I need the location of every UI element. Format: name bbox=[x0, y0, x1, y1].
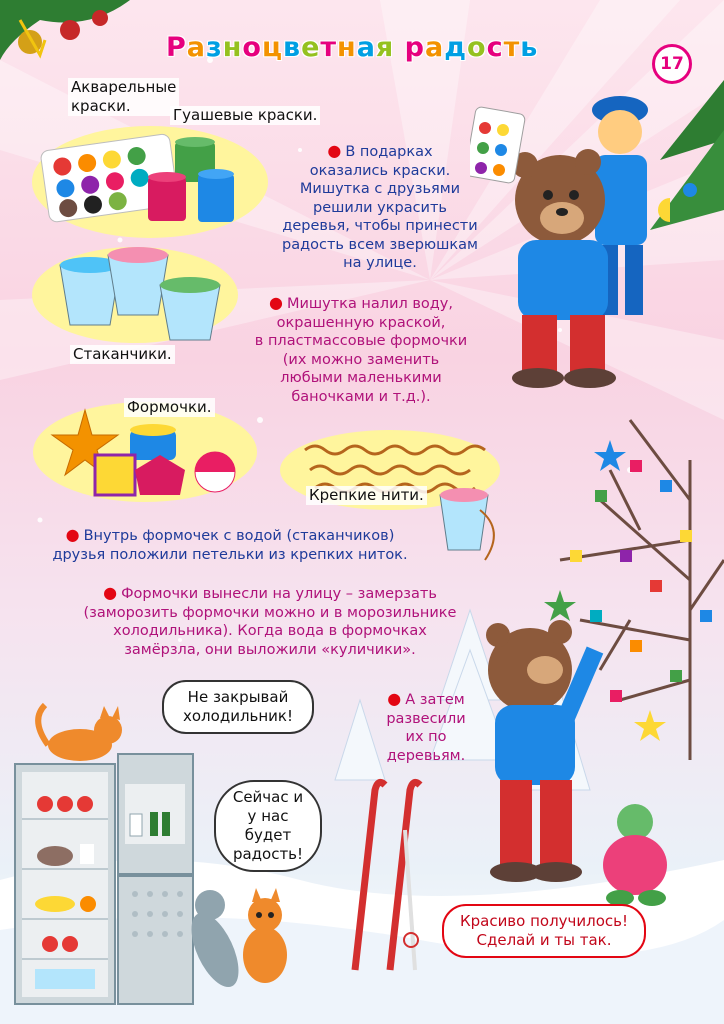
paragraph-line: любыми маленькими bbox=[280, 370, 442, 386]
label-watercolor-line: Акварельные bbox=[71, 78, 177, 96]
title-letter: а bbox=[186, 32, 207, 63]
turtle-illustration bbox=[590, 800, 680, 910]
title-letter: е bbox=[301, 32, 321, 63]
paragraph-line: в пластмассовые формочки bbox=[254, 333, 468, 349]
bullet-icon: ● bbox=[387, 689, 402, 708]
bullet-icon: ● bbox=[268, 293, 283, 312]
paragraph-line: Внутрь формочек с водой (стаканчиков) bbox=[83, 528, 395, 544]
paragraph-freeze bbox=[60, 584, 480, 659]
paragraph-pour-water bbox=[226, 294, 496, 406]
bullet-icon: ● bbox=[103, 583, 118, 602]
speech-bubble-joy bbox=[214, 780, 322, 872]
bubble-line: у нас будет bbox=[244, 807, 292, 844]
title-letter: н bbox=[337, 32, 357, 63]
paragraph-line: замёрзла, они выложили «куличики». bbox=[124, 641, 416, 658]
bullet-icon: ● bbox=[65, 525, 80, 544]
title-letter: в bbox=[282, 32, 302, 63]
paragraph-line: оказались краски. bbox=[309, 162, 451, 179]
paragraph-line: (заморозить формочки можно и в морозильнике bbox=[83, 604, 457, 621]
paragraph-line: Формочки вынесли на улицу – замерзать bbox=[121, 586, 437, 602]
bullet-icon: ● bbox=[327, 141, 342, 160]
paragraph-line: на улице. bbox=[343, 255, 417, 271]
title-letter: д bbox=[444, 32, 468, 63]
label-cups: Стаканчики. bbox=[70, 345, 175, 364]
page-number: 17 bbox=[652, 44, 692, 84]
speech-bubble-nice bbox=[442, 904, 646, 958]
title-letter: я bbox=[375, 32, 395, 63]
paragraph-line: деревьям. bbox=[386, 747, 466, 764]
paragraph-line: друзья положили петельки из крепких ниток. bbox=[52, 546, 408, 563]
title-letter: н bbox=[222, 32, 243, 63]
bubble-line: Не закрывай bbox=[187, 688, 289, 706]
title-letter bbox=[394, 32, 404, 63]
bubble-line: радость! bbox=[232, 845, 304, 863]
cats-illustration bbox=[170, 870, 300, 1010]
title-letter: ь bbox=[520, 32, 539, 63]
skis-illustration bbox=[345, 770, 435, 980]
christmas-ornaments-icon bbox=[0, 0, 130, 80]
paragraph-line: развесили bbox=[386, 710, 466, 727]
paragraph-line: Мишутка с друзьями bbox=[299, 181, 461, 197]
page-title bbox=[166, 32, 538, 63]
bubble-line: холодильник! bbox=[183, 707, 293, 725]
paragraph-line: окрашенную краской, bbox=[276, 314, 446, 331]
cat-on-fridge-illustration bbox=[30, 690, 130, 770]
title-letter: Р bbox=[166, 32, 187, 63]
label-molds: Формочки. bbox=[124, 398, 215, 417]
bubble-line: Сейчас и bbox=[232, 788, 304, 806]
title-letter: о bbox=[467, 32, 487, 63]
paragraph-hang-on-trees bbox=[370, 690, 482, 765]
bear-hanging-ornaments-illustration bbox=[470, 610, 610, 910]
paragraph-line: решили украсить bbox=[313, 199, 447, 216]
cups-illustration bbox=[30, 245, 240, 345]
title-letter: т bbox=[503, 32, 521, 63]
paragraph-line: баночками и т.д.). bbox=[291, 388, 431, 405]
title-letter: а bbox=[356, 32, 376, 63]
speech-bubble-fridge bbox=[162, 680, 314, 734]
paragraph-thread-loops bbox=[30, 526, 430, 564]
paragraph-line: радость всем зверюшкам bbox=[282, 236, 478, 253]
label-watercolor-line: краски. bbox=[71, 97, 131, 115]
paragraph-line: их по bbox=[405, 729, 447, 745]
title-letter: а bbox=[425, 32, 445, 63]
paragraph-line: деревья, чтобы принести bbox=[282, 218, 478, 234]
title-letter: т bbox=[320, 32, 338, 63]
title-letter: р bbox=[404, 32, 425, 63]
paragraph-line: Мишутка налил воду, bbox=[286, 296, 454, 312]
title-letter: с bbox=[486, 32, 504, 63]
paragraph-line: холодильника). Когда вода в формочках bbox=[113, 623, 427, 639]
paragraph-line: (их можно заменить bbox=[282, 351, 440, 368]
paragraph-line: А затем bbox=[405, 692, 465, 708]
paragraph-line: В подарках bbox=[345, 144, 433, 160]
label-watercolor bbox=[68, 78, 179, 116]
bubble-line: Сделай и ты так. bbox=[476, 931, 612, 949]
title-letter: з bbox=[206, 32, 223, 63]
bear-and-boy-illustration bbox=[470, 70, 670, 390]
paints-illustration bbox=[30, 112, 270, 242]
title-letter: ц bbox=[261, 32, 283, 63]
label-threads: Крепкие нити. bbox=[306, 486, 427, 505]
title-letter: о bbox=[242, 32, 262, 63]
bubble-line: Красиво получилось! bbox=[459, 912, 629, 930]
label-gouache: Гуашевые краски. bbox=[170, 106, 320, 125]
